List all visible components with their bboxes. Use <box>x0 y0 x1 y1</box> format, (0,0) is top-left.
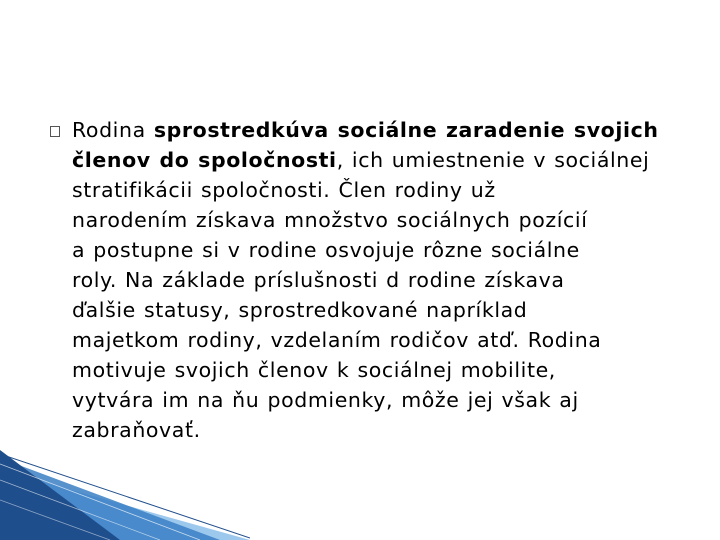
text-line-11: zabraňovať. <box>72 418 201 442</box>
text-line-5: a postupne si v rodine osvojuje rôzne sociálne <box>72 238 580 262</box>
text-line-4: narodením získava množstvo sociálnych pozícií <box>72 208 588 232</box>
text-line-10: vytvára im na ňu podmienky, môže jej však aj <box>72 388 579 412</box>
line-2-rest: , ich umiestnenie v sociálnej <box>336 148 650 172</box>
text-line-6: roly. Na základe príslušnosti d rodine získava <box>72 268 565 292</box>
text-line-2 <box>72 145 690 175</box>
corner-decoration <box>0 450 250 540</box>
square-bullet-icon <box>50 126 60 137</box>
text-line-8: majetkom rodiny, vzdelaním rodičov atď. Rodina <box>72 328 602 352</box>
text-line-7: ďalšie statusy, sprostredkované napríklad <box>72 298 528 322</box>
text-line-1 <box>72 115 690 145</box>
text-line-9: motivuje svojich členov k sociálnej mobilite, <box>72 358 556 382</box>
bullet-paragraph <box>50 115 690 445</box>
text-line-3: stratifikácii spoločnosti. Člen rodiny už <box>72 178 496 202</box>
intro-text: Rodina <box>72 118 154 142</box>
bold-text-2: členov do spoločnosti <box>72 148 337 172</box>
slide-content <box>50 115 690 445</box>
decoration-dark-band <box>0 450 120 540</box>
bold-text-1: sprostredkúva sociálne zaradenie svojich <box>153 118 659 142</box>
